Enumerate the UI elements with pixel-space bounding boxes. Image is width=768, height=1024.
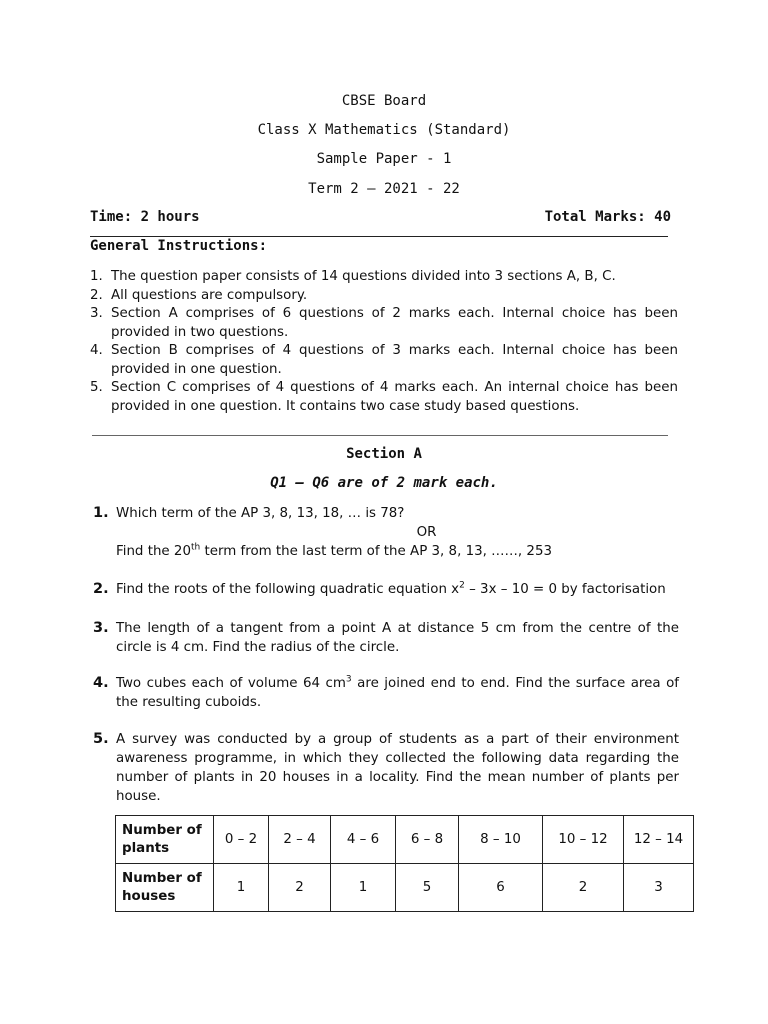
table-cell: 2 xyxy=(543,864,624,912)
table-cell: 5 xyxy=(396,864,459,912)
or-label: OR xyxy=(416,525,437,540)
section-a-subtitle: Q1 – Q6 are of 2 mark each. xyxy=(270,475,498,491)
question-number: 4. xyxy=(93,675,109,691)
table-cell: 3 xyxy=(624,864,694,912)
table-row-label: Number of houses xyxy=(116,864,214,912)
question-number: 5. xyxy=(93,731,109,747)
paper-title: Sample Paper - 1 xyxy=(316,151,452,167)
instruction-item: 1. The question paper consists of 14 questions divided into 3 sections A, B, C. xyxy=(90,269,616,284)
question-5 xyxy=(93,730,679,806)
instructions-title: General Instructions: xyxy=(90,238,268,254)
question-text: A survey was conducted by a group of students as a part of their environment awareness programme, in which they collected the following data regarding the number of plants in 20 houses in a locality. Find the mean number of plants per house. xyxy=(116,732,679,804)
table-cell: 0 – 2 xyxy=(214,816,269,864)
question-1 xyxy=(93,504,679,561)
table-cell: 8 – 10 xyxy=(459,816,543,864)
table-cell: 2 – 4 xyxy=(269,816,331,864)
instructions-list xyxy=(90,268,678,416)
table-cell: 1 xyxy=(214,864,269,912)
plants-data-table xyxy=(115,815,694,912)
instruction-item: 5. Section C comprises of 4 questions of 4 marks each. An internal choice has been provided in one question. It contains two case study based questions. xyxy=(90,380,678,414)
instruction-item: 2. All questions are compulsory. xyxy=(90,287,308,303)
section-divider xyxy=(92,435,668,436)
question-2 xyxy=(93,580,679,599)
table-row xyxy=(116,816,694,864)
question-number: 2. xyxy=(93,581,109,597)
header-divider xyxy=(90,236,668,237)
question-number: 3. xyxy=(93,620,109,636)
question-4 xyxy=(93,674,679,712)
question-alt-text: Find the 20th term from the last term of the AP 3, 8, 13, ……, 253 xyxy=(116,542,552,559)
question-text: Find the roots of the following quadratic equation $x^2 - 3x - 10 = 0$ by factorisation xyxy=(116,580,666,597)
section-a-title: Section A xyxy=(346,446,422,462)
class-subject-title: Class X Mathematics (Standard) xyxy=(257,122,511,138)
table-cell: 2 xyxy=(269,864,331,912)
table-row xyxy=(116,864,694,912)
question-text: Which term of the AP 3, 8, 13, 18, … is 78? xyxy=(116,506,405,521)
question-3 xyxy=(93,619,679,657)
table-cell: 12 – 14 xyxy=(624,816,694,864)
table-row-label: Number of plants xyxy=(116,816,214,864)
instruction-item: 3. Section A comprises of 6 questions of 2 marks each. Internal choice has been provided in two questions. xyxy=(90,306,678,340)
question-text: The length of a tangent from a point A at distance 5 cm from the centre of the circle is 4 cm. Find the radius of the circle. xyxy=(116,621,679,655)
table-cell: 4 – 6 xyxy=(331,816,396,864)
table-cell: 1 xyxy=(331,864,396,912)
table-cell: 10 – 12 xyxy=(543,816,624,864)
total-marks-label: Total Marks: 40 xyxy=(544,209,671,225)
instruction-item: 4. Section B comprises of 4 questions of 3 marks each. Internal choice has been provided in one question. xyxy=(90,343,678,377)
question-number: 1. xyxy=(93,505,109,521)
board-title: CBSE Board xyxy=(341,93,427,109)
table-cell: 6 – 8 xyxy=(396,816,459,864)
table-cell: 6 xyxy=(459,864,543,912)
term-title: Term 2 – 2021 - 22 xyxy=(308,181,460,197)
question-text: Two cubes each of volume 64 $cm^3$ are joined end to end. Find the surface area of the resulting cuboids. xyxy=(116,674,679,710)
time-label: Time: 2 hours xyxy=(90,209,200,225)
